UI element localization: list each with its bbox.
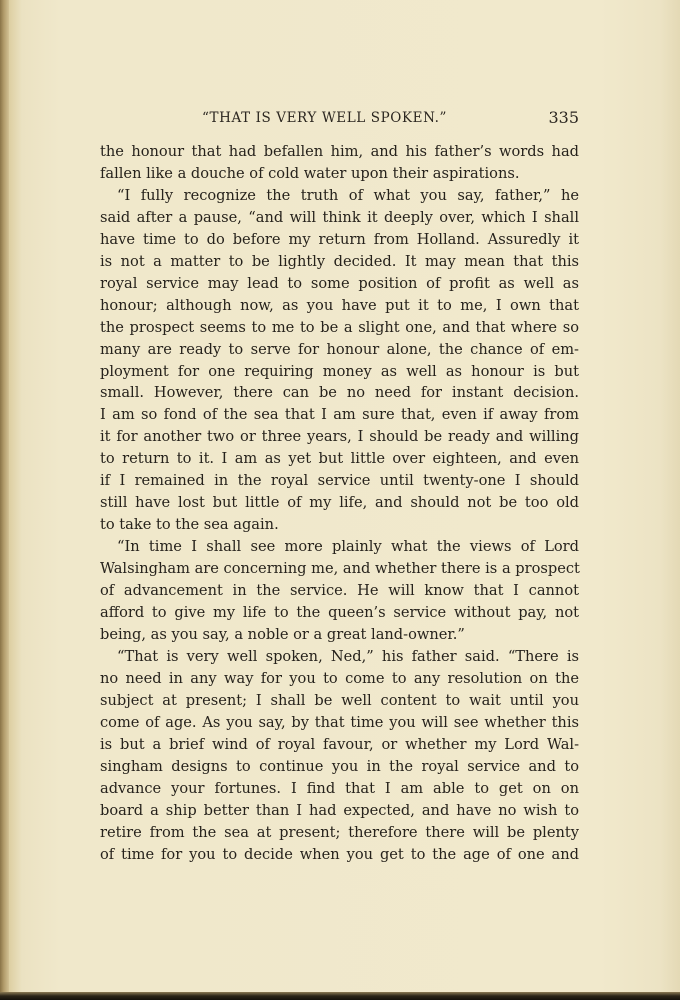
text-line: fallen like a douche of cold water upon their aspirations. [100, 164, 520, 182]
text-line: of time for you to decide when you get to the age of one and [100, 845, 579, 863]
text-line: “I fully recognize the truth of what you say, father,” he [117, 186, 579, 204]
text-line: “In time I shall see more plainly what the views of Lord [117, 538, 579, 556]
page-bottom-edge [0, 992, 680, 1000]
text-line: still have lost but little of my life, and should not be too old [100, 494, 579, 512]
text-line: the prospect seems to me to be a slight one, and that where so [100, 318, 579, 336]
text-line: singham designs to continue you in the royal service and to [100, 757, 579, 775]
text-line: many are ready to serve for honour alone, the chance of em- [100, 340, 579, 358]
text-line: Walsingham are concerning me, and whether there is a prospect [100, 560, 580, 578]
text-line: “That is very well spoken, Ned,” his father said. “There is [117, 647, 579, 665]
running-title: “THAT IS VERY WELL SPOKEN.” [202, 110, 448, 126]
text-line: honour; although now, as you have put it to me, I own that [100, 296, 579, 314]
text-line: to return to it. I am as yet but little over eighteen, and even [100, 450, 579, 468]
text-line: no need in any way for you to come to any resolution on the [100, 669, 579, 687]
text-line: have time to do before my return from Holland. Assuredly it [100, 230, 579, 248]
text-line: is not a matter to be lightly decided. It may mean that this [100, 252, 579, 270]
page-number: 335 [548, 108, 579, 127]
text-line: of advancement in the service. He will know that I cannot [100, 582, 579, 600]
text-line: afford to give my life to the queen’s service without pay, not [100, 604, 579, 622]
body-text [100, 141, 579, 865]
text-line: retire from the sea at present; therefore there will be plenty [100, 823, 579, 841]
text-line: subject at present; I shall be well content to wait until you [100, 691, 579, 709]
text-line: small. However, there can be no need for instant decision. [100, 384, 579, 402]
text-line: royal service may lead to some position of profit as well as [100, 274, 579, 292]
text-line: being, as you say, a noble or a great land-owner.” [100, 625, 465, 643]
book-spine-edge [0, 0, 9, 1000]
text-line: come of age. As you say, by that time you will see whether this [100, 713, 579, 731]
text-line: I am so fond of the sea that I am sure that, even if away from [100, 406, 579, 424]
page-header [100, 108, 579, 132]
text-line: if I remained in the royal service until twenty-one I should [100, 472, 579, 490]
text-line: is but a brief wind of royal favour, or whether my Lord Wal- [100, 735, 579, 753]
text-line: to take to the sea again. [100, 516, 279, 534]
text-line: advance your fortunes. I find that I am able to get on on [100, 779, 579, 797]
text-line: ployment for one requiring money as well as honour is but [100, 362, 579, 380]
text-line: the honour that had befallen him, and his father’s words had [100, 143, 579, 160]
text-line: board a ship better than I had expected, and have no wish to [100, 801, 579, 819]
text-line: it for another two or three years, I should be ready and willing [100, 428, 579, 446]
text-line: said after a pause, “and will think it deeply over, which I shall [100, 208, 579, 226]
